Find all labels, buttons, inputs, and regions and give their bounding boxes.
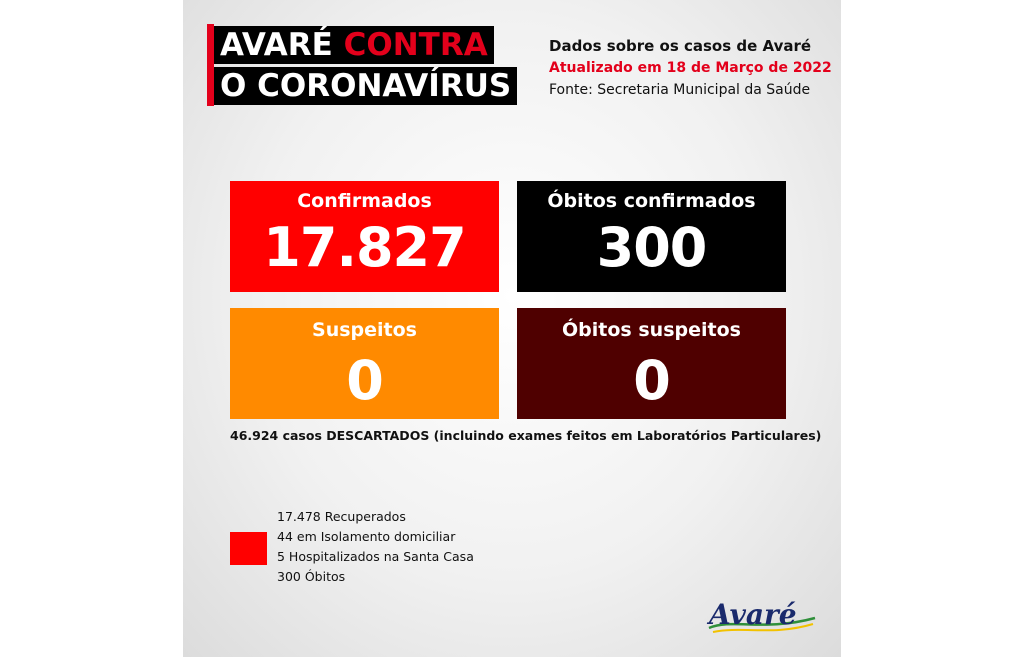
- card-obitos-confirmados: [517, 181, 786, 292]
- card-label: Suspeitos: [312, 319, 417, 341]
- info-source: Fonte: Secretaria Municipal da Saúde: [549, 82, 811, 98]
- title-line-1: [214, 26, 494, 64]
- card-suspeitos: [230, 308, 499, 419]
- info-heading: Dados sobre os casos de Avaré: [549, 37, 812, 55]
- right-margin: [841, 0, 1024, 657]
- svg-text:Avaré: Avaré: [709, 598, 797, 631]
- legend-item: 44 em Isolamento domiciliar: [277, 529, 456, 544]
- card-label: Óbitos confirmados: [547, 190, 756, 212]
- card-label: Confirmados: [297, 190, 432, 212]
- info-header: [549, 35, 832, 101]
- card-obitos-suspeitos: [517, 308, 786, 419]
- card-value: 300: [596, 216, 707, 279]
- card-value: 0: [346, 349, 383, 412]
- left-margin: [0, 0, 183, 657]
- title-contra: CONTRA: [343, 27, 488, 63]
- legend-item: 17.478 Recuperados: [277, 509, 406, 524]
- poster: [183, 0, 841, 657]
- legend-item: 300 Óbitos: [277, 569, 346, 584]
- descartados-note: 46.924 casos DESCARTADOS (incluindo exames feitos em Laboratórios Particulares): [230, 428, 822, 443]
- title-accent-bar: [207, 24, 214, 106]
- card-label: Óbitos suspeitos: [562, 319, 741, 341]
- info-updated: Atualizado em 18 de Março de 2022: [549, 60, 832, 76]
- avare-logo: [703, 588, 821, 640]
- legend-item: 5 Hospitalizados na Santa Casa: [277, 549, 474, 564]
- card-value: 0: [633, 349, 670, 412]
- legend-list: [277, 507, 474, 587]
- card-confirmados: [230, 181, 499, 292]
- title-line-2: O CORONAVÍRUS: [214, 67, 517, 105]
- legend-swatch: [230, 532, 267, 565]
- title-city: AVARÉ: [220, 27, 333, 63]
- card-value: 17.827: [263, 216, 466, 279]
